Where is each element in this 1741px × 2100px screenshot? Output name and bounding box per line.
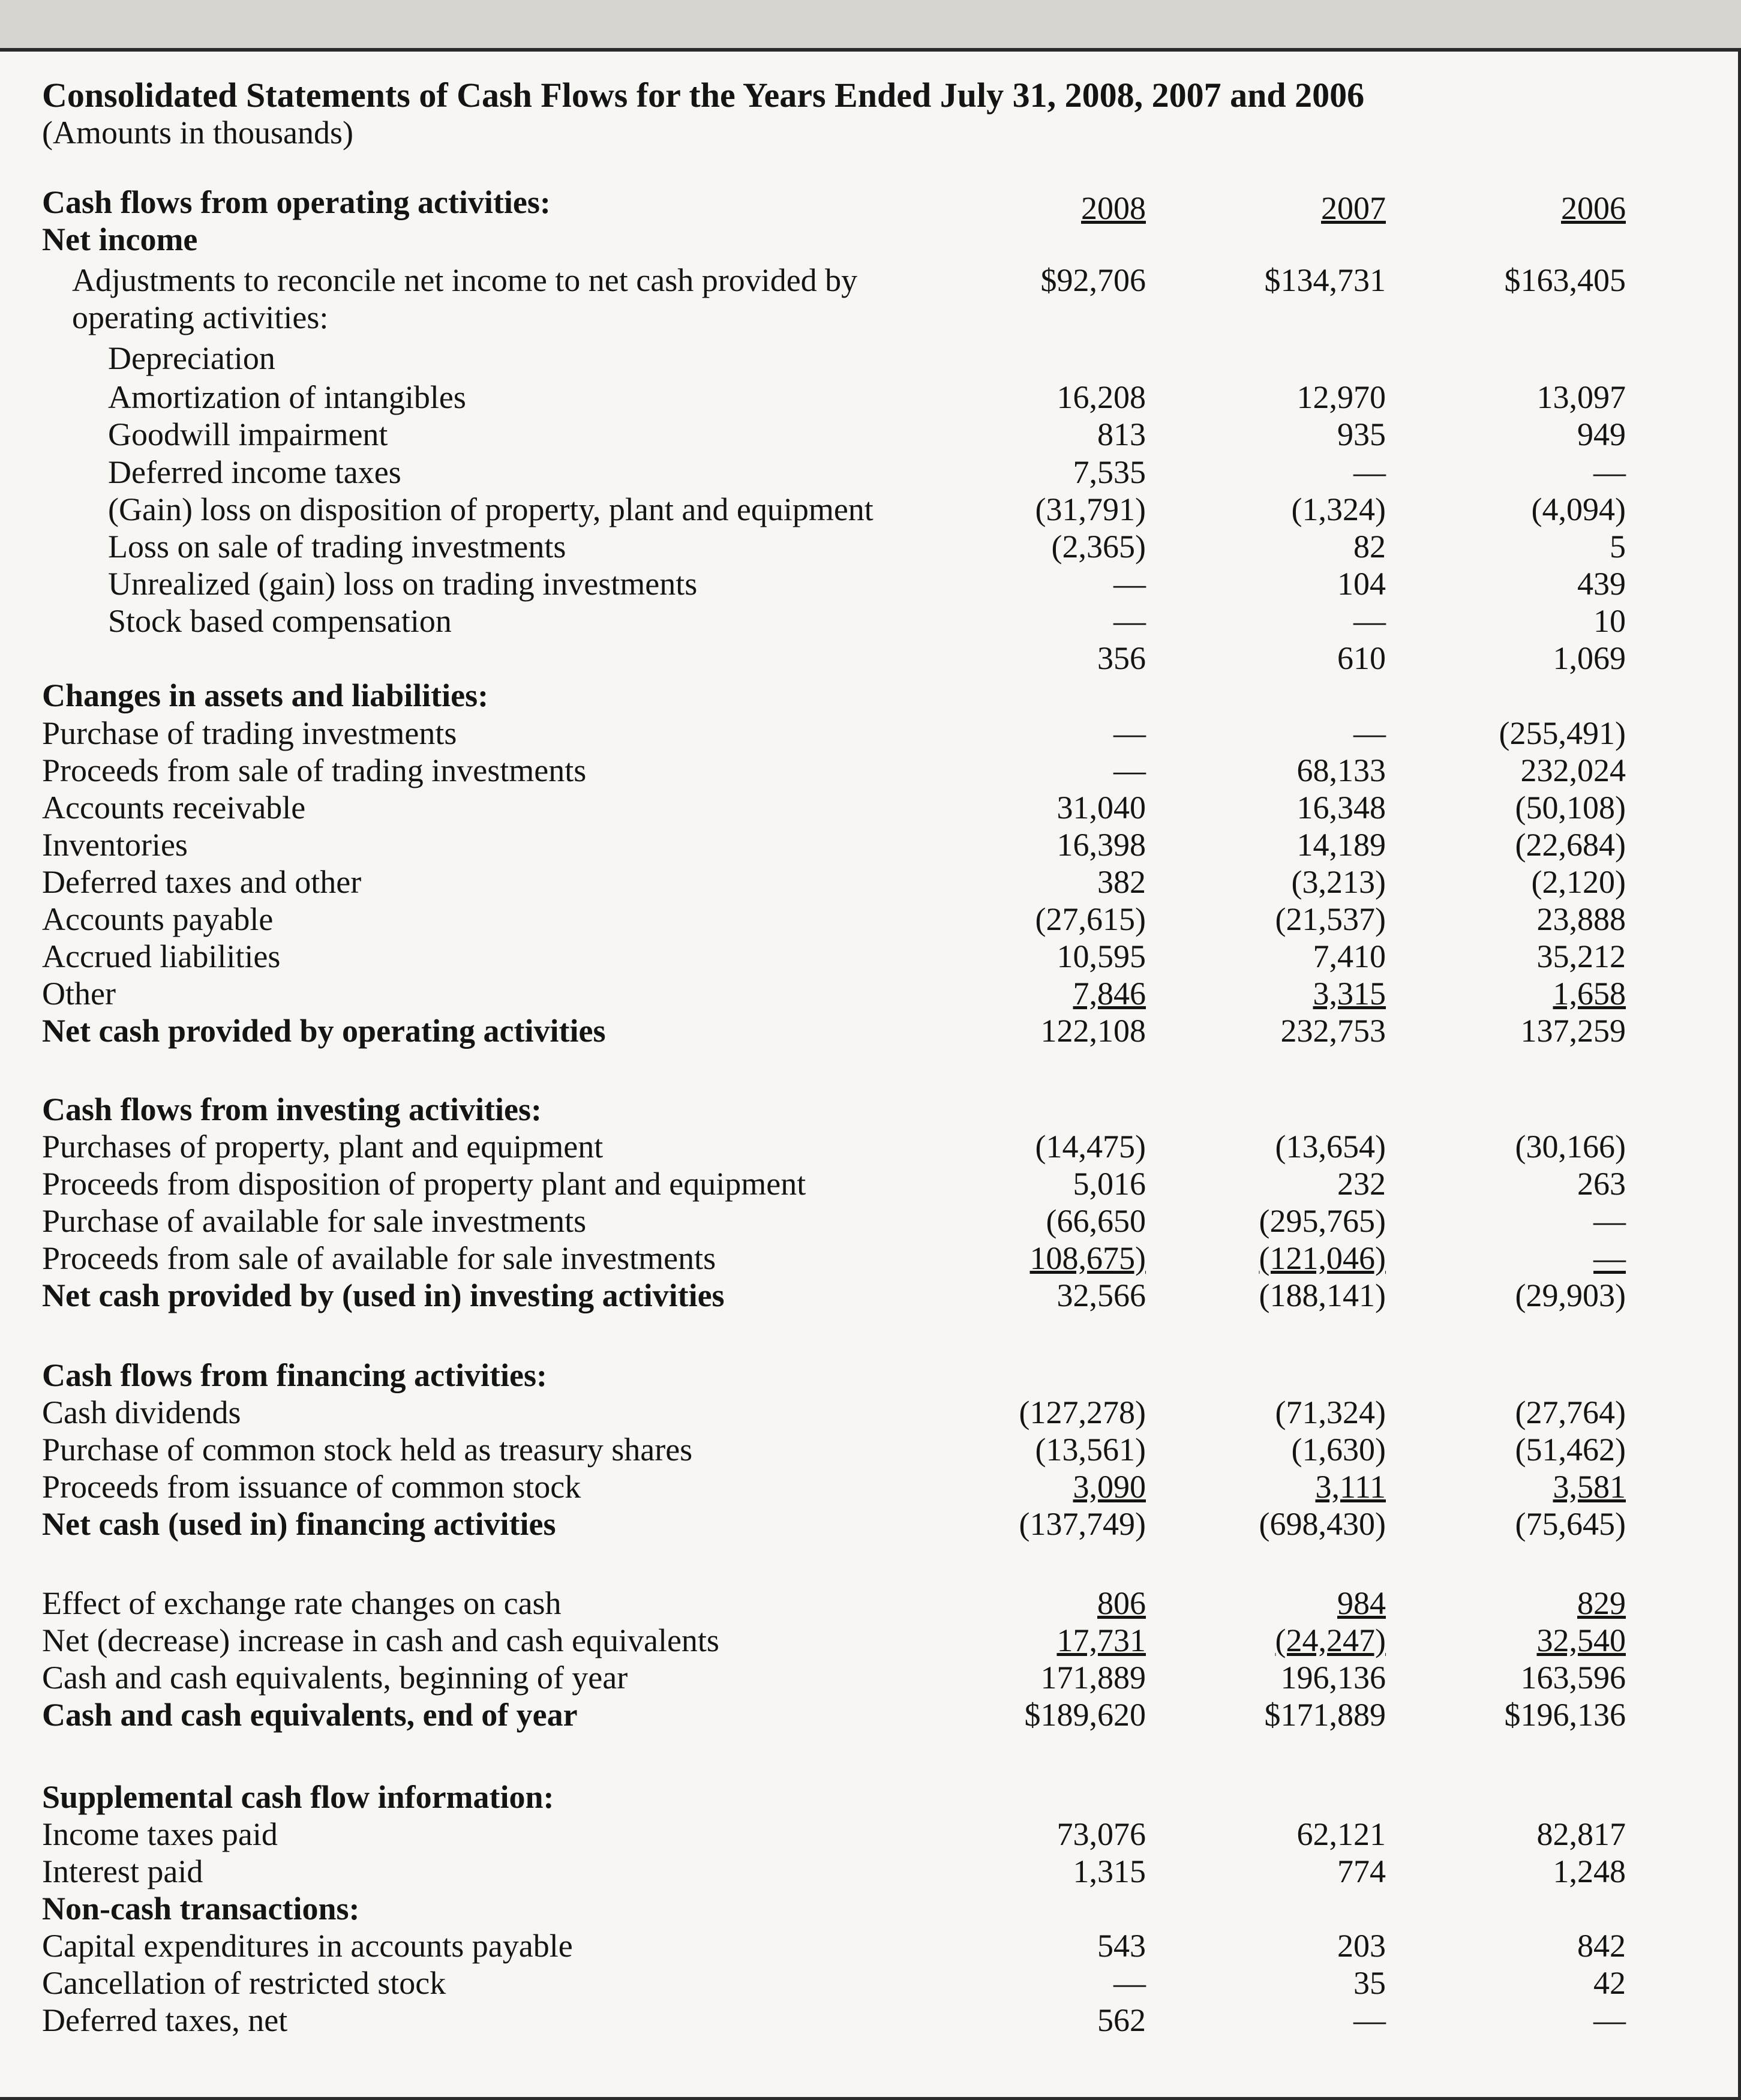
row-label: Purchase of trading investments [42, 715, 457, 751]
value-2007: (1,630) [1291, 1432, 1386, 1468]
value-2007: 12,970 [1296, 379, 1386, 415]
table-row [0, 1853, 1741, 1890]
value-2006: 32,540 [1536, 1622, 1626, 1658]
row-label: Net income [42, 221, 198, 257]
value-2006: (4,094) [1531, 491, 1626, 527]
table-row [0, 299, 1741, 336]
row-label: Accrued liabilities [42, 938, 281, 974]
value-2008: (14,475) [1035, 1129, 1146, 1165]
table-row [0, 1091, 1741, 1128]
value-2008: 17,731 [1056, 1622, 1146, 1658]
value-2007: 7,410 [1313, 938, 1386, 974]
value-2006: 163,596 [1520, 1660, 1626, 1696]
table-row [0, 416, 1741, 453]
value-2006: 949 [1577, 416, 1626, 452]
value-2007: (121,046) [1259, 1240, 1386, 1276]
table-row [0, 715, 1741, 752]
value-2008: 7,535 [1073, 454, 1146, 490]
row-label: Purchase of available for sale investments [42, 1203, 587, 1239]
row-label: Interest paid [42, 1853, 203, 1889]
value-2008: (31,791) [1035, 491, 1146, 527]
table-row [0, 454, 1741, 491]
table-row [0, 938, 1741, 975]
value-2006: 35,212 [1536, 938, 1626, 974]
value-2006: 842 [1577, 1928, 1626, 1964]
value-2007: 203 [1337, 1928, 1386, 1964]
table-row [0, 602, 1741, 640]
value-2008: — [1113, 1965, 1146, 2001]
value-2008: 10,595 [1056, 938, 1146, 974]
value-2007: 104 [1337, 566, 1386, 602]
value-2008: (127,278) [1019, 1394, 1146, 1430]
table-row [0, 2002, 1741, 2039]
value-2007: 196,136 [1280, 1660, 1386, 1696]
row-label: Adjustments to reconcile net income to net cash provided by [72, 262, 858, 298]
value-2007: (13,654) [1275, 1129, 1386, 1165]
table-row [0, 1468, 1741, 1505]
value-2008: 382 [1097, 864, 1146, 900]
table-row [0, 1505, 1741, 1543]
value-2008: 1,315 [1073, 1853, 1146, 1889]
value-2006: (29,903) [1515, 1277, 1626, 1313]
value-2007: 935 [1337, 416, 1386, 452]
value-2007: 774 [1337, 1853, 1386, 1889]
title-block [42, 76, 1364, 150]
value-2008: 16,208 [1056, 379, 1146, 415]
value-2006: — [1593, 2002, 1626, 2038]
value-2007: — [1353, 2002, 1386, 2038]
table-row [0, 863, 1741, 901]
table-row [0, 1240, 1741, 1277]
row-label: Net cash provided by operating activities [42, 1013, 606, 1049]
value-2007: — [1353, 715, 1386, 751]
value-2008: $92,706 [1040, 262, 1146, 298]
value-2006: $163,405 [1504, 262, 1626, 298]
table-row [0, 1277, 1741, 1314]
value-2006: — [1593, 1203, 1626, 1239]
value-2007: 232,753 [1280, 1013, 1386, 1049]
table-row [0, 1585, 1741, 1622]
table-row [0, 1890, 1741, 1927]
column-header-2007: 2007 [1321, 190, 1386, 226]
value-2008: 171,889 [1040, 1660, 1146, 1696]
value-2007: (3,213) [1291, 864, 1386, 900]
value-2006: (2,120) [1531, 864, 1626, 900]
row-label: Cancellation of restricted stock [42, 1965, 446, 2001]
value-2006: (51,462) [1515, 1432, 1626, 1468]
row-label: Cash flows from operating activities: [42, 184, 551, 220]
value-2006: (255,491) [1499, 715, 1626, 751]
value-2007: 62,121 [1296, 1816, 1386, 1852]
value-2007: 984 [1337, 1585, 1386, 1621]
value-2008: 32,566 [1056, 1277, 1146, 1313]
value-2008: (66,650 [1046, 1203, 1146, 1239]
value-2008: 16,398 [1056, 827, 1146, 863]
table-row [0, 677, 1741, 714]
value-2006: 232,024 [1520, 752, 1626, 788]
value-2008: 813 [1097, 416, 1146, 452]
value-2006: (30,166) [1515, 1129, 1626, 1165]
table-row [0, 1816, 1741, 1853]
table-row [0, 340, 1741, 377]
row-label: Cash and cash equivalents, end of year [42, 1697, 578, 1733]
table-row [0, 221, 1741, 258]
statement-title: Consolidated Statements of Cash Flows for the Years Ended July 31, 2008, 2007 and 2006 [42, 76, 1365, 115]
row-label: Cash and cash equivalents, beginning of year [42, 1660, 628, 1696]
table-row [0, 1927, 1741, 1964]
row-label: Net cash provided by (used in) investing activities [42, 1277, 725, 1313]
row-label: Loss on sale of trading investments [108, 529, 566, 565]
row-label: Accounts receivable [42, 790, 306, 826]
column-header-2008: 2008 [1081, 190, 1146, 226]
value-2006: — [1593, 454, 1626, 490]
value-2007: 16,348 [1296, 790, 1386, 826]
row-label: Supplemental cash flow information: [42, 1779, 554, 1815]
value-2007: (295,765) [1259, 1203, 1386, 1239]
table-row [0, 1778, 1741, 1816]
row-label: Effect of exchange rate changes on cash [42, 1585, 562, 1621]
value-2006: 439 [1577, 566, 1626, 602]
value-2006: 1,069 [1553, 640, 1626, 676]
value-2008: — [1113, 715, 1146, 751]
value-2007: — [1353, 454, 1386, 490]
statement-page [0, 48, 1741, 2100]
row-label: operating activities: [72, 299, 329, 335]
row-label: Proceeds from sale of trading investments [42, 752, 587, 788]
value-2008: (27,615) [1035, 901, 1146, 937]
table-row [0, 1128, 1741, 1165]
value-2007: (1,324) [1291, 491, 1386, 527]
value-2008: 356 [1097, 640, 1146, 676]
row-label: Unrealized (gain) loss on trading investments [108, 566, 698, 602]
table-row [0, 1964, 1741, 2002]
row-label: Net (decrease) increase in cash and cash equivalents [42, 1622, 719, 1658]
row-label: Capital expenditures in accounts payable [42, 1928, 573, 1964]
value-2008: $189,620 [1024, 1697, 1146, 1733]
row-label: (Gain) loss on disposition of property, plant and equipment [108, 491, 873, 527]
row-label: Amortization of intangibles [108, 379, 466, 415]
value-2007: (24,247) [1275, 1622, 1386, 1658]
value-2007: 68,133 [1296, 752, 1386, 788]
value-2007: $134,731 [1264, 262, 1386, 298]
value-2006: 82,817 [1536, 1816, 1626, 1852]
value-2006: 829 [1577, 1585, 1626, 1621]
value-2008: (137,749) [1019, 1506, 1146, 1542]
value-2008: — [1113, 752, 1146, 788]
table-row [0, 901, 1741, 938]
value-2007: (71,324) [1275, 1394, 1386, 1430]
row-label: Purchase of common stock held as treasury shares [42, 1432, 693, 1468]
table-row [0, 640, 1741, 677]
value-2008: — [1113, 603, 1146, 639]
value-2006: 1,248 [1553, 1853, 1626, 1889]
table-row [0, 565, 1741, 602]
value-2008: (13,561) [1035, 1432, 1146, 1468]
row-label: Depreciation [108, 340, 275, 376]
value-2008: — [1113, 566, 1146, 602]
table-row [0, 789, 1741, 826]
value-2008: 31,040 [1056, 790, 1146, 826]
value-2006: 1,658 [1553, 976, 1626, 1012]
row-label: Proceeds from sale of available for sale investments [42, 1240, 716, 1276]
row-label: Cash flows from investing activities: [42, 1091, 542, 1127]
row-label: Purchases of property, plant and equipment [42, 1129, 604, 1165]
value-2008: 5,016 [1073, 1166, 1146, 1202]
row-label: Net cash (used in) financing activities [42, 1506, 556, 1542]
value-2006: 137,259 [1520, 1013, 1626, 1049]
table-row [0, 1165, 1741, 1202]
value-2006: (22,684) [1515, 827, 1626, 863]
value-2006: 3,581 [1553, 1469, 1626, 1505]
table-row [0, 528, 1741, 565]
table-row [0, 826, 1741, 863]
row-label: Proceeds from disposition of property plant and equipment [42, 1166, 806, 1202]
row-label: Cash dividends [42, 1394, 241, 1430]
value-2006: $196,136 [1504, 1697, 1626, 1733]
table-row [0, 1357, 1741, 1394]
row-label: Deferred taxes and other [42, 864, 362, 900]
table-row [0, 1202, 1741, 1240]
table-row [0, 975, 1741, 1012]
table-row [0, 491, 1741, 528]
value-2007: (188,141) [1259, 1277, 1386, 1313]
value-2008: 122,108 [1040, 1013, 1146, 1049]
value-2007: (21,537) [1275, 901, 1386, 937]
value-2008: 7,846 [1073, 976, 1146, 1012]
row-label: Deferred income taxes [108, 454, 401, 490]
value-2007: 82 [1353, 529, 1386, 565]
value-2007: $171,889 [1264, 1697, 1386, 1733]
value-2006: (75,645) [1515, 1506, 1626, 1542]
row-label: Non-cash transactions: [42, 1891, 360, 1927]
row-label: Accounts payable [42, 901, 274, 937]
value-2006: 13,097 [1536, 379, 1626, 415]
table-row [0, 262, 1741, 299]
table-row [0, 752, 1741, 789]
row-label: Deferred taxes, net [42, 2002, 288, 2038]
row-label: Other [42, 976, 116, 1012]
value-2006: 10 [1593, 603, 1626, 639]
row-label: Cash flows from financing activities: [42, 1357, 547, 1393]
value-2008: (2,365) [1051, 529, 1146, 565]
row-label: Changes in assets and liabilities: [42, 677, 489, 713]
value-2006: (27,764) [1515, 1394, 1626, 1430]
table-row [0, 184, 1741, 221]
table-row [0, 1012, 1741, 1049]
value-2008: 543 [1097, 1928, 1146, 1964]
value-2007: 3,315 [1313, 976, 1386, 1012]
value-2008: 562 [1097, 2002, 1146, 2038]
value-2007: (698,430) [1259, 1506, 1386, 1542]
value-2008: 3,090 [1073, 1469, 1146, 1505]
value-2008: 806 [1097, 1585, 1146, 1621]
row-label: Goodwill impairment [108, 416, 388, 452]
value-2007: — [1353, 603, 1386, 639]
row-label: Stock based compensation [108, 603, 452, 639]
table-row [0, 379, 1741, 416]
value-2006: 23,888 [1536, 901, 1626, 937]
value-2006: 263 [1577, 1166, 1626, 1202]
table-row [0, 1394, 1741, 1431]
value-2007: 3,111 [1315, 1469, 1386, 1505]
table-row [0, 1659, 1741, 1696]
row-label: Inventories [42, 827, 188, 863]
row-label: Income taxes paid [42, 1816, 278, 1852]
value-2006: 42 [1593, 1965, 1626, 2001]
column-header-2006: 2006 [1561, 190, 1626, 226]
table-row [0, 1696, 1741, 1733]
value-2007: 35 [1353, 1965, 1386, 2001]
value-2007: 14,189 [1296, 827, 1386, 863]
value-2007: 232 [1337, 1166, 1386, 1202]
value-2008: 108,675) [1029, 1240, 1146, 1276]
value-2006: 5 [1610, 529, 1626, 565]
row-label: Proceeds from issuance of common stock [42, 1469, 581, 1505]
value-2007: 610 [1337, 640, 1386, 676]
statement-subtitle: (Amounts in thousands) [42, 115, 353, 151]
value-2008: 73,076 [1056, 1816, 1146, 1852]
table-row [0, 1431, 1741, 1468]
value-2006: — [1593, 1240, 1626, 1276]
table-row [0, 1622, 1741, 1659]
value-2006: (50,108) [1515, 790, 1626, 826]
